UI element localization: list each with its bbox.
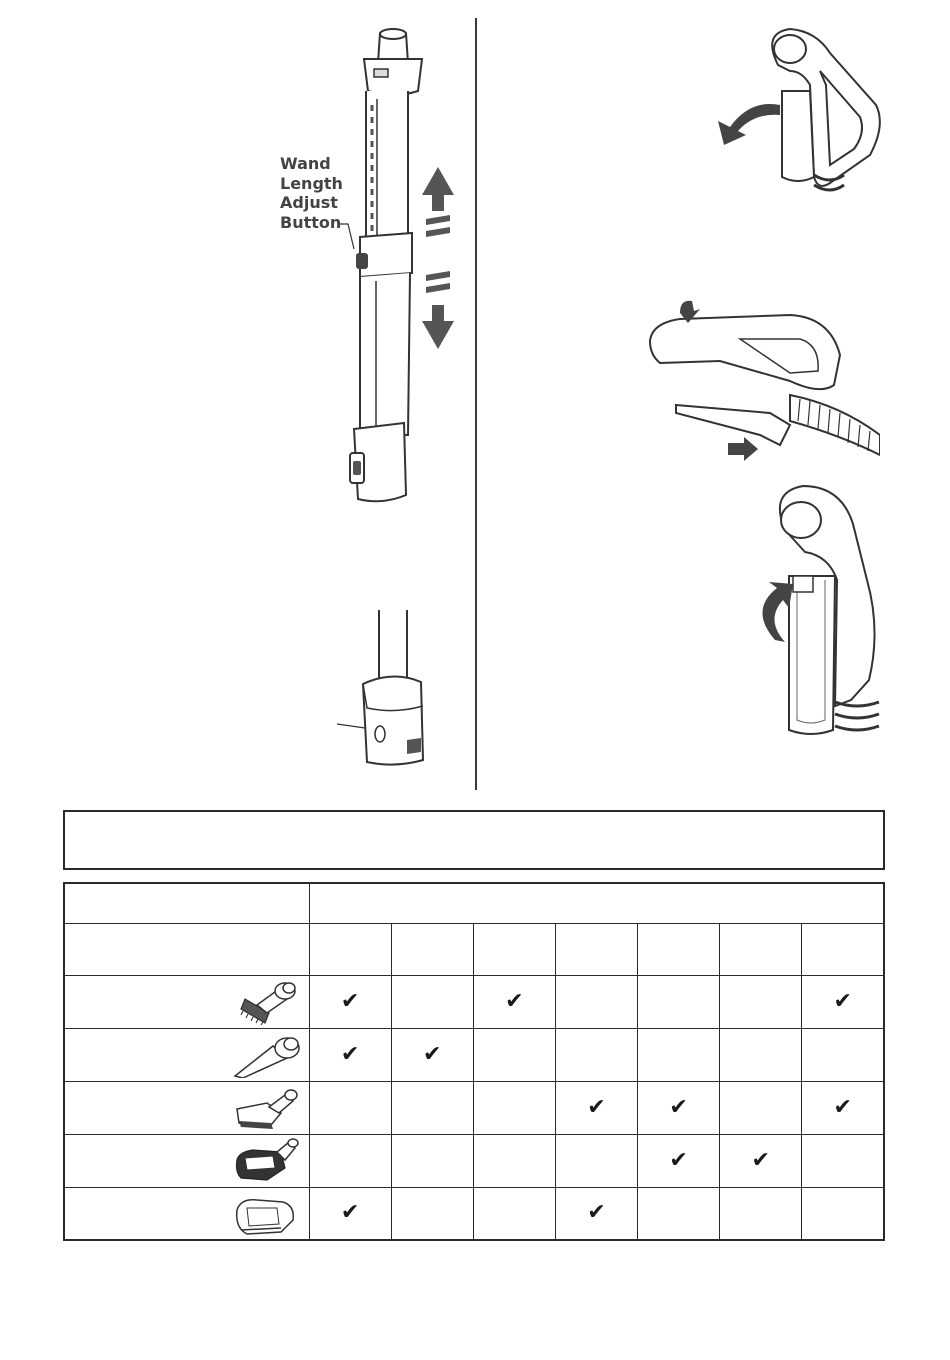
compatibility-cell (555, 1081, 637, 1134)
check-mark-icon: ✔ (505, 988, 524, 1014)
wand-label-line-2: Length (280, 173, 343, 193)
handle-reattach-illustration (745, 480, 885, 745)
model-columns-row (64, 923, 884, 975)
wand-length-adjust-button-label (280, 154, 360, 232)
accessory-compatibility-table (63, 882, 885, 1241)
compatibility-cell (802, 1187, 884, 1240)
model-column-4 (555, 923, 637, 975)
adjust-arrows-icon (422, 167, 454, 349)
table-row (64, 1081, 884, 1134)
crevice-tool-icon (233, 1032, 303, 1078)
tool-cell (64, 1187, 309, 1240)
tool-column-header (64, 923, 309, 975)
wand-end-illustration (335, 610, 445, 770)
compatibility-cell (309, 1081, 391, 1134)
column-divider (475, 18, 477, 790)
model-column-6 (720, 923, 802, 975)
compatibility-cell (720, 975, 802, 1028)
table-row (64, 975, 884, 1028)
compatibility-cell (638, 1187, 720, 1240)
compatibility-cell (720, 1081, 802, 1134)
tool-cell (64, 1081, 309, 1134)
compatibility-cell (309, 975, 391, 1028)
accessory-section-header (63, 810, 885, 870)
compatibility-cell (555, 1134, 637, 1187)
compatibility-cell (555, 1187, 637, 1240)
table-row (64, 1134, 884, 1187)
model-column-5 (638, 923, 720, 975)
check-mark-icon: ✔ (833, 988, 852, 1014)
check-mark-icon: ✔ (340, 1041, 360, 1067)
compatibility-cell (473, 1187, 555, 1240)
tool-cell (64, 1028, 309, 1081)
compatibility-cell (473, 1134, 555, 1187)
compatibility-cell (720, 1028, 802, 1081)
wand-label-line-4: Button (280, 212, 342, 232)
hard-floor-tool-icon (233, 1085, 303, 1131)
check-mark-icon: ✔ (833, 1094, 852, 1120)
compatibility-cell (720, 1134, 802, 1187)
compatibility-cell (802, 975, 884, 1028)
table-row (64, 1187, 884, 1240)
compatibility-cell (802, 1134, 884, 1187)
compatibility-cell (391, 1081, 473, 1134)
compatibility-cell (802, 1081, 884, 1134)
compatibility-cell (555, 975, 637, 1028)
tool-cell (64, 975, 309, 1028)
table-header-row (64, 883, 884, 923)
compatibility-cell (309, 1187, 391, 1240)
compatibility-cell (638, 1028, 720, 1081)
check-mark-icon: ✔ (587, 1094, 606, 1120)
check-mark-icon: ✔ (669, 1147, 688, 1173)
compatibility-cell (555, 1028, 637, 1081)
check-mark-icon: ✔ (340, 1200, 360, 1226)
model-column-2 (391, 923, 473, 975)
check-mark-icon: ✔ (751, 1147, 770, 1173)
upholstery-tool-icon (239, 979, 303, 1025)
tool-cell (64, 1134, 309, 1187)
compatibility-cell (391, 1134, 473, 1187)
models-header-cell (309, 883, 884, 923)
compatibility-cell (720, 1187, 802, 1240)
check-mark-icon: ✔ (587, 1200, 606, 1226)
compatibility-cell (391, 975, 473, 1028)
compatibility-cell (473, 975, 555, 1028)
motorized-brush-icon (233, 1138, 303, 1184)
compatibility-cell (638, 975, 720, 1028)
wand-label-line-1: Wand (280, 154, 331, 173)
compatibility-cell (391, 1028, 473, 1081)
model-column-3 (473, 923, 555, 975)
compatibility-cell (473, 1081, 555, 1134)
compatibility-cell (309, 1134, 391, 1187)
wand-label-line-3: Adjust (280, 193, 338, 212)
check-mark-icon: ✔ (340, 988, 360, 1014)
handle-accessory-illustration (640, 295, 880, 465)
compatibility-cell (309, 1028, 391, 1081)
model-column-1 (309, 923, 391, 975)
table-row (64, 1028, 884, 1081)
compatibility-cell (638, 1081, 720, 1134)
compatibility-cell (638, 1134, 720, 1187)
model-column-7 (802, 923, 884, 975)
compatibility-cell (391, 1187, 473, 1240)
check-mark-icon: ✔ (669, 1094, 688, 1120)
handle-release-illustration (710, 25, 885, 200)
table-corner-cell (64, 883, 309, 923)
pet-tool-icon (233, 1190, 303, 1236)
compatibility-cell (473, 1028, 555, 1081)
wand-illustration (330, 25, 460, 515)
check-mark-icon: ✔ (422, 1041, 442, 1067)
compatibility-cell (802, 1028, 884, 1081)
